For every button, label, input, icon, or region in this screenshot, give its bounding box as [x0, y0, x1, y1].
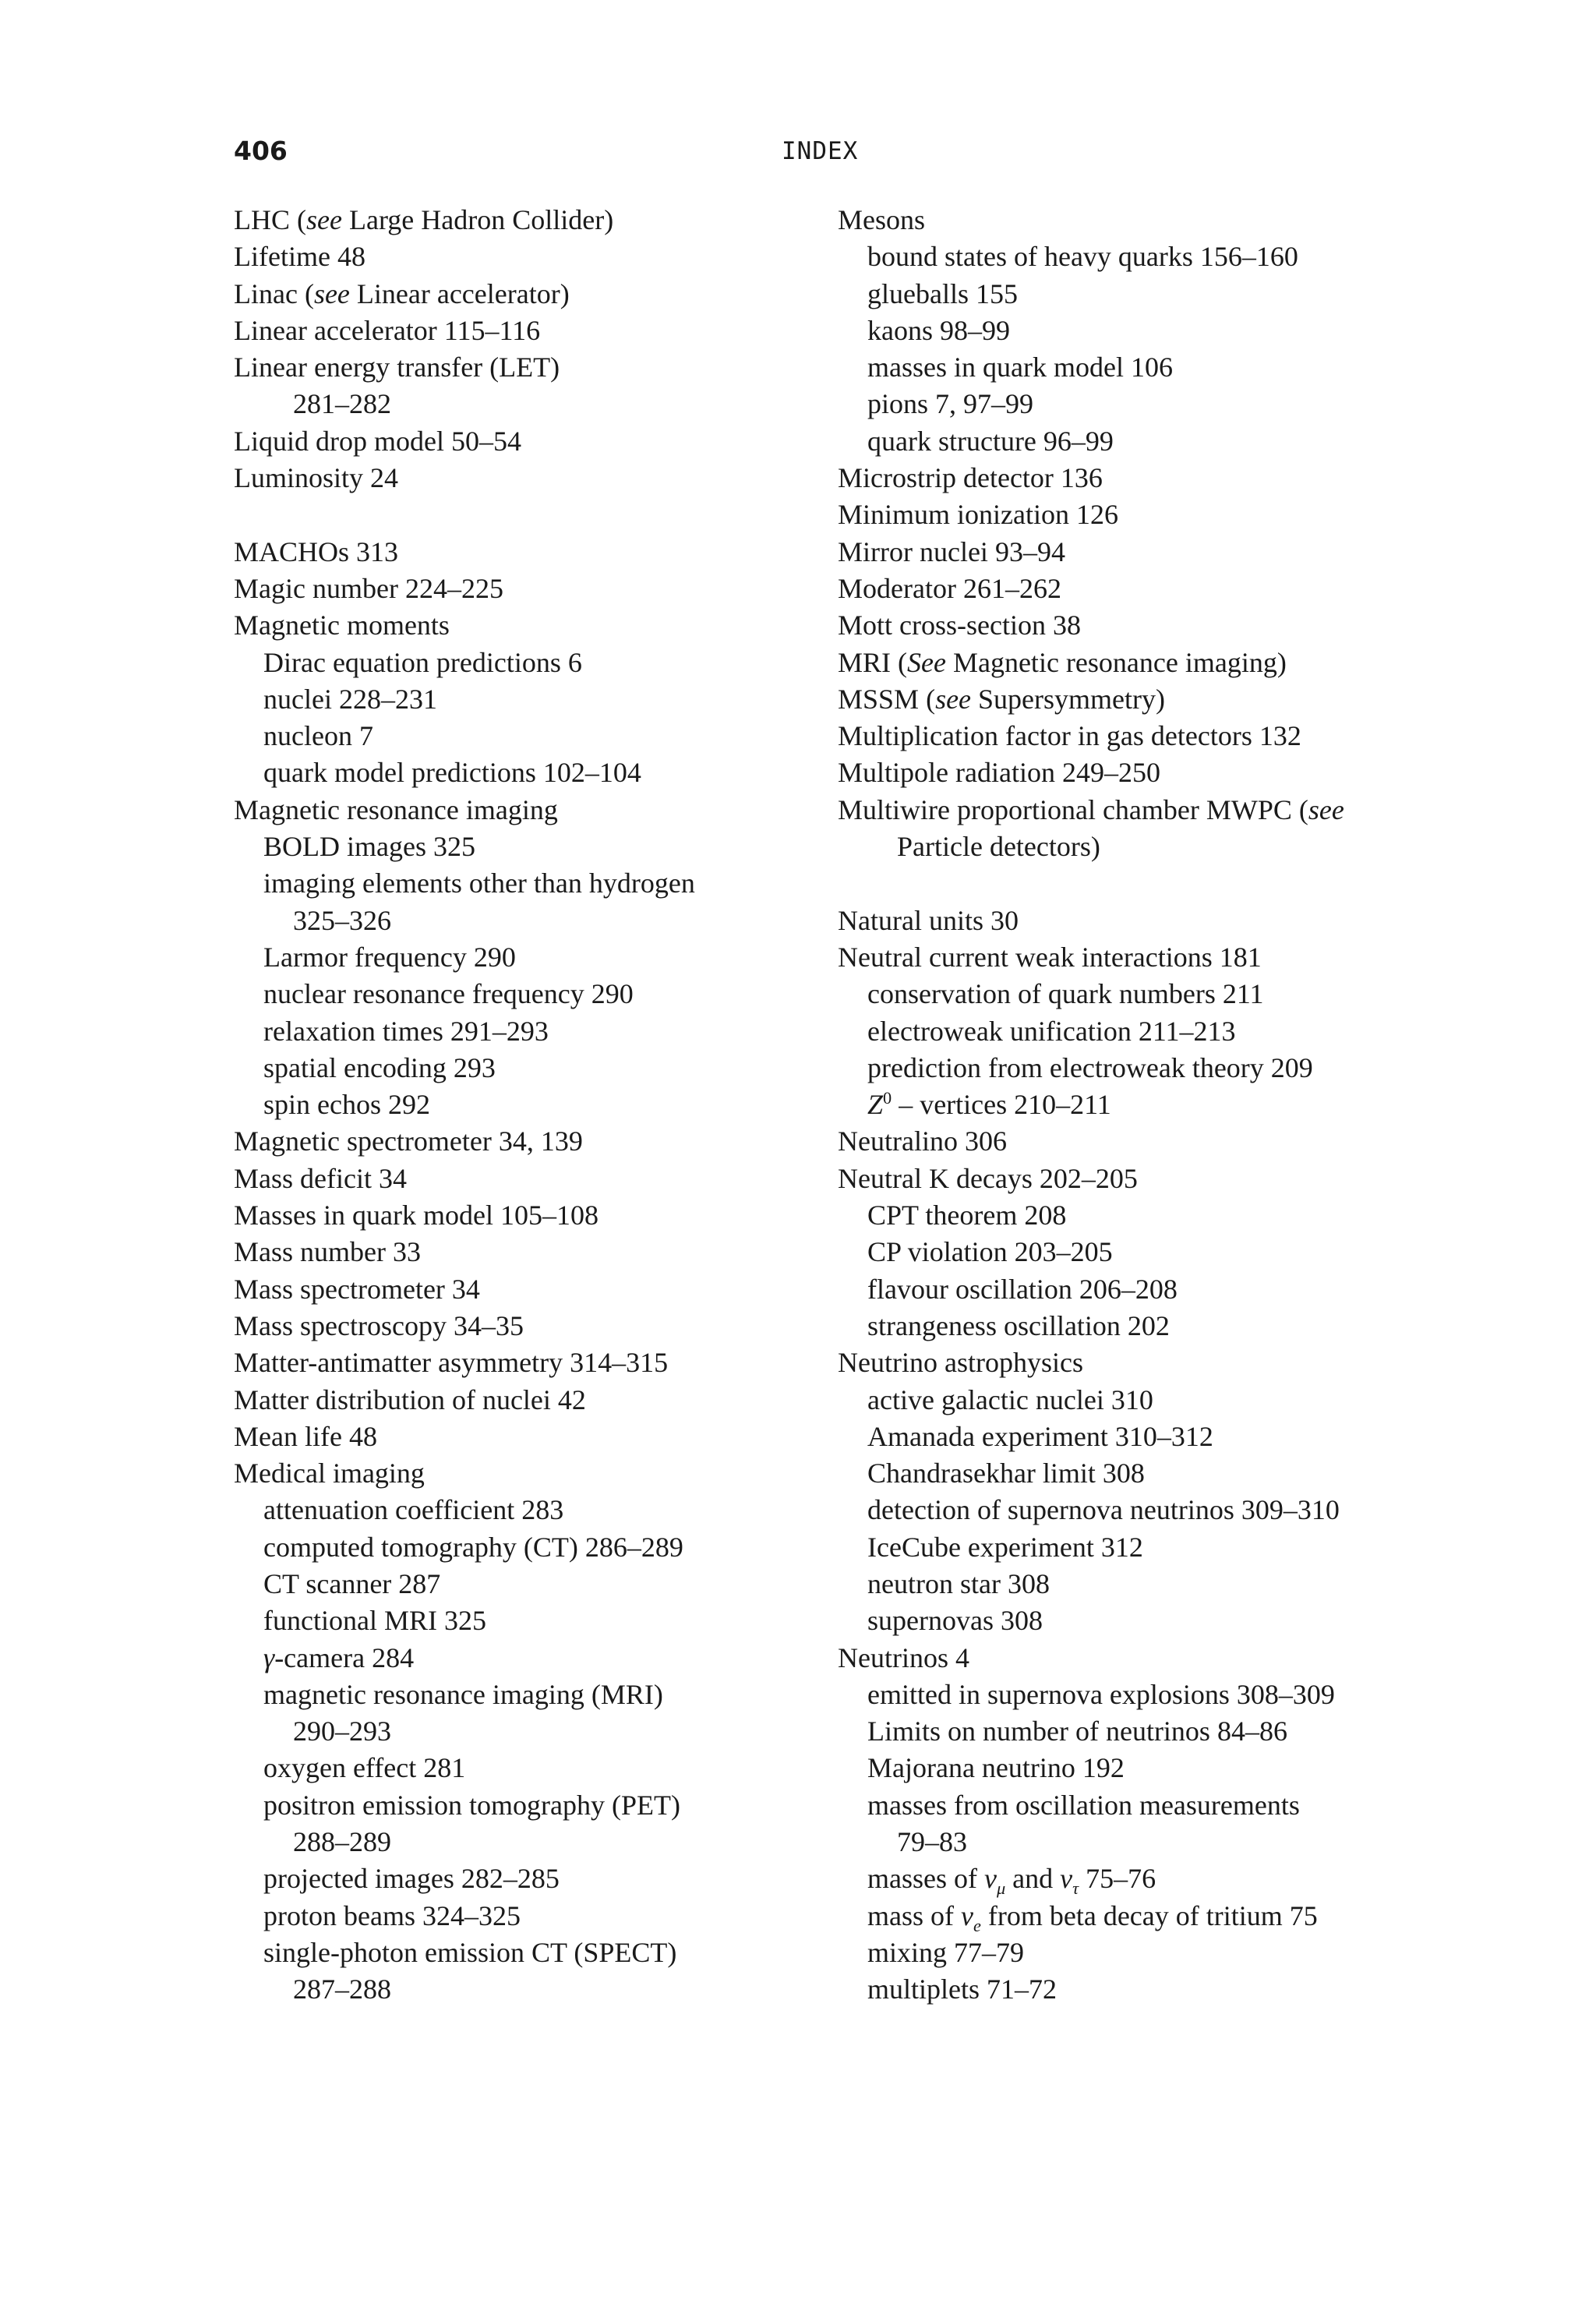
index-subentry: spatial encoding 293: [263, 1051, 496, 1083]
index-subentry: Dirac equation predictions 6: [263, 646, 582, 678]
index-entry: Matter distribution of nuclei 42: [234, 1383, 586, 1415]
index-entry: Mass spectroscopy 34–35: [234, 1309, 524, 1341]
index-entry: Linear energy transfer (LET): [234, 352, 560, 383]
letter-group-gap: [234, 496, 842, 533]
index-column-left: [234, 202, 842, 2009]
index-subentry: nucleon 7: [263, 720, 373, 752]
index-subentry: mixing 77–79: [867, 1936, 1025, 1968]
index-subentry: masses in quark model 106: [867, 352, 1173, 383]
index-subentry: neutron star 308: [867, 1567, 1050, 1599]
index-subentry: kaons 98–99: [867, 314, 1010, 346]
index-entry: Neutrinos 4: [838, 1641, 969, 1673]
index-subentry: Majorana neutrino 192: [867, 1752, 1125, 1784]
index-subentry: supernovas 308: [867, 1605, 1043, 1637]
index-entry: Masses in quark model 105–108: [234, 1200, 598, 1231]
index-entry: Linear accelerator 115–116: [234, 314, 541, 346]
index-subentry: CT scanner 287: [263, 1567, 441, 1599]
index-subentry: IceCube experiment 312: [867, 1531, 1143, 1563]
index-entry: Mean life 48: [234, 1420, 377, 1452]
index-entry-continuation: Particle detectors): [897, 831, 1100, 863]
index-entry: Neutral K decays 202–205: [838, 1162, 1138, 1194]
index-entry-continuation: 281–282: [293, 388, 391, 420]
index-subentry: oxygen effect 281: [263, 1752, 466, 1784]
letter-group-gap: [838, 865, 1446, 902]
index-subentry: magnetic resonance imaging (MRI): [263, 1678, 663, 1710]
index-subentry: single-photon emission CT (SPECT): [263, 1936, 677, 1968]
index-subentry: projected images 282–285: [263, 1863, 560, 1895]
index-entry: Multipole radiation 249–250: [838, 757, 1160, 789]
index-entry: Magic number 224–225: [234, 572, 503, 604]
running-head: INDEX: [782, 137, 859, 165]
index-entry: Neutral current weak interactions 181: [838, 941, 1262, 973]
index-entry: Neutrino astrophysics: [838, 1347, 1083, 1379]
index-subentry: prediction from electroweak theory 209: [867, 1051, 1313, 1083]
index-subentry: nuclear resonance frequency 290: [263, 978, 634, 1010]
index-entry-continuation: 287–288: [293, 1973, 391, 2005]
index-entry: MRI (See Magnetic resonance imaging): [838, 646, 1287, 678]
index-entry: Magnetic resonance imaging: [234, 793, 558, 825]
index-subentry: $Z^0$ – vertices 210–211: [867, 1088, 1111, 1121]
index-subentry: conservation of quark numbers 211: [867, 978, 1264, 1010]
index-entry-continuation: 288–289: [293, 1826, 391, 1858]
index-subentry: glueballs 155: [867, 277, 1018, 309]
index-subentry: γ-camera 284: [263, 1641, 415, 1673]
index-entry: Multiwire proportional chamber MWPC (see: [838, 793, 1344, 825]
page-number: 406: [234, 136, 288, 166]
index-entry: Moderator 261–262: [838, 572, 1061, 604]
index-subentry: Limits on number of neutrinos 84–86: [867, 1716, 1287, 1747]
index-subentry: positron emission tomography (PET): [263, 1789, 680, 1821]
index-subentry: computed tomography (CT) 286–289: [263, 1531, 683, 1563]
index-subentry: attenuation coefficient 283: [263, 1494, 564, 1526]
index-entry: MACHOs 313: [234, 535, 399, 567]
index-subentry: functional MRI 325: [263, 1605, 486, 1637]
index-entry: Matter-antimatter asymmetry 314–315: [234, 1347, 669, 1379]
index-subentry: spin echos 292: [263, 1089, 430, 1121]
index-subentry: active galactic nuclei 310: [867, 1383, 1153, 1415]
index-subentry: imaging elements other than hydrogen: [263, 867, 695, 899]
index-subentry: BOLD images 325: [263, 831, 475, 863]
index-entry: Neutralino 306: [838, 1125, 1007, 1157]
index-subentry: mass of $\nu_e$ from beta decay of tritium 75: [867, 1899, 1318, 1935]
index-subentry: pions 7, 97–99: [867, 388, 1034, 420]
index-entry: Minimum ionization 126: [838, 499, 1118, 531]
index-entry-continuation: 290–293: [293, 1716, 391, 1747]
index-entry: Mass spectrometer 34: [234, 1273, 480, 1305]
index-entry: LHC (see Large Hadron Collider): [234, 204, 614, 235]
index-entry: Liquid drop model 50–54: [234, 425, 521, 457]
index-subentry: quark structure 96–99: [867, 425, 1114, 457]
index-column-right: [838, 202, 1446, 2009]
index-entry: Microstrip detector 136: [838, 462, 1103, 494]
index-entry-continuation: 325–326: [293, 904, 391, 936]
index-entry: Mott cross-section 38: [838, 610, 1081, 641]
index-subentry: electroweak unification 211–213: [867, 1015, 1236, 1047]
index-entry: Mass deficit 34: [234, 1162, 407, 1194]
index-subentry: emitted in supernova explosions 308–309: [867, 1678, 1335, 1710]
index-entry: Luminosity 24: [234, 462, 399, 494]
index-subentry: masses of $\nu_\mu$ and $\nu_\tau$ 75–76: [867, 1863, 1156, 1899]
index-entry: Natural units 30: [838, 904, 1019, 936]
index-entry: Mirror nuclei 93–94: [838, 535, 1065, 567]
index-subentry: Amanada experiment 310–312: [867, 1420, 1213, 1452]
index-subentry: nuclei 228–231: [263, 683, 437, 715]
index-entry: Mesons: [838, 204, 926, 235]
index-subentry: Larmor frequency 290: [263, 941, 516, 973]
index-entry: MSSM (see Supersymmetry): [838, 683, 1165, 715]
index-subentry: flavour oscillation 206–208: [867, 1273, 1178, 1305]
index-entry: Mass number 33: [234, 1236, 421, 1268]
index-subentry: strangeness oscillation 202: [867, 1309, 1170, 1341]
index-entry: Linac (see Linear accelerator): [234, 277, 570, 309]
index-subentry: CPT theorem 208: [867, 1200, 1067, 1231]
index-subentry: quark model predictions 102–104: [263, 757, 641, 789]
index-subentry: Chandrasekhar limit 308: [867, 1458, 1145, 1489]
index-entry: Magnetic moments: [234, 610, 450, 641]
index-entry: Medical imaging: [234, 1458, 425, 1489]
index-subentry: CP violation 203–205: [867, 1236, 1113, 1268]
index-subentry: multiplets 71–72: [867, 1973, 1057, 2005]
index-subentry: detection of supernova neutrinos 309–310: [867, 1494, 1340, 1526]
index-subentry: masses from oscillation measurements: [867, 1789, 1300, 1821]
index-subentry: proton beams 324–325: [263, 1899, 521, 1931]
index-entry-continuation: 79–83: [897, 1826, 967, 1858]
index-entry: Multiplication factor in gas detectors 132: [838, 720, 1301, 752]
index-subentry: bound states of heavy quarks 156–160: [867, 241, 1298, 273]
index-subentry: relaxation times 291–293: [263, 1015, 549, 1047]
index-entry: Lifetime 48: [234, 241, 365, 273]
index-entry: Magnetic spectrometer 34, 139: [234, 1125, 583, 1157]
